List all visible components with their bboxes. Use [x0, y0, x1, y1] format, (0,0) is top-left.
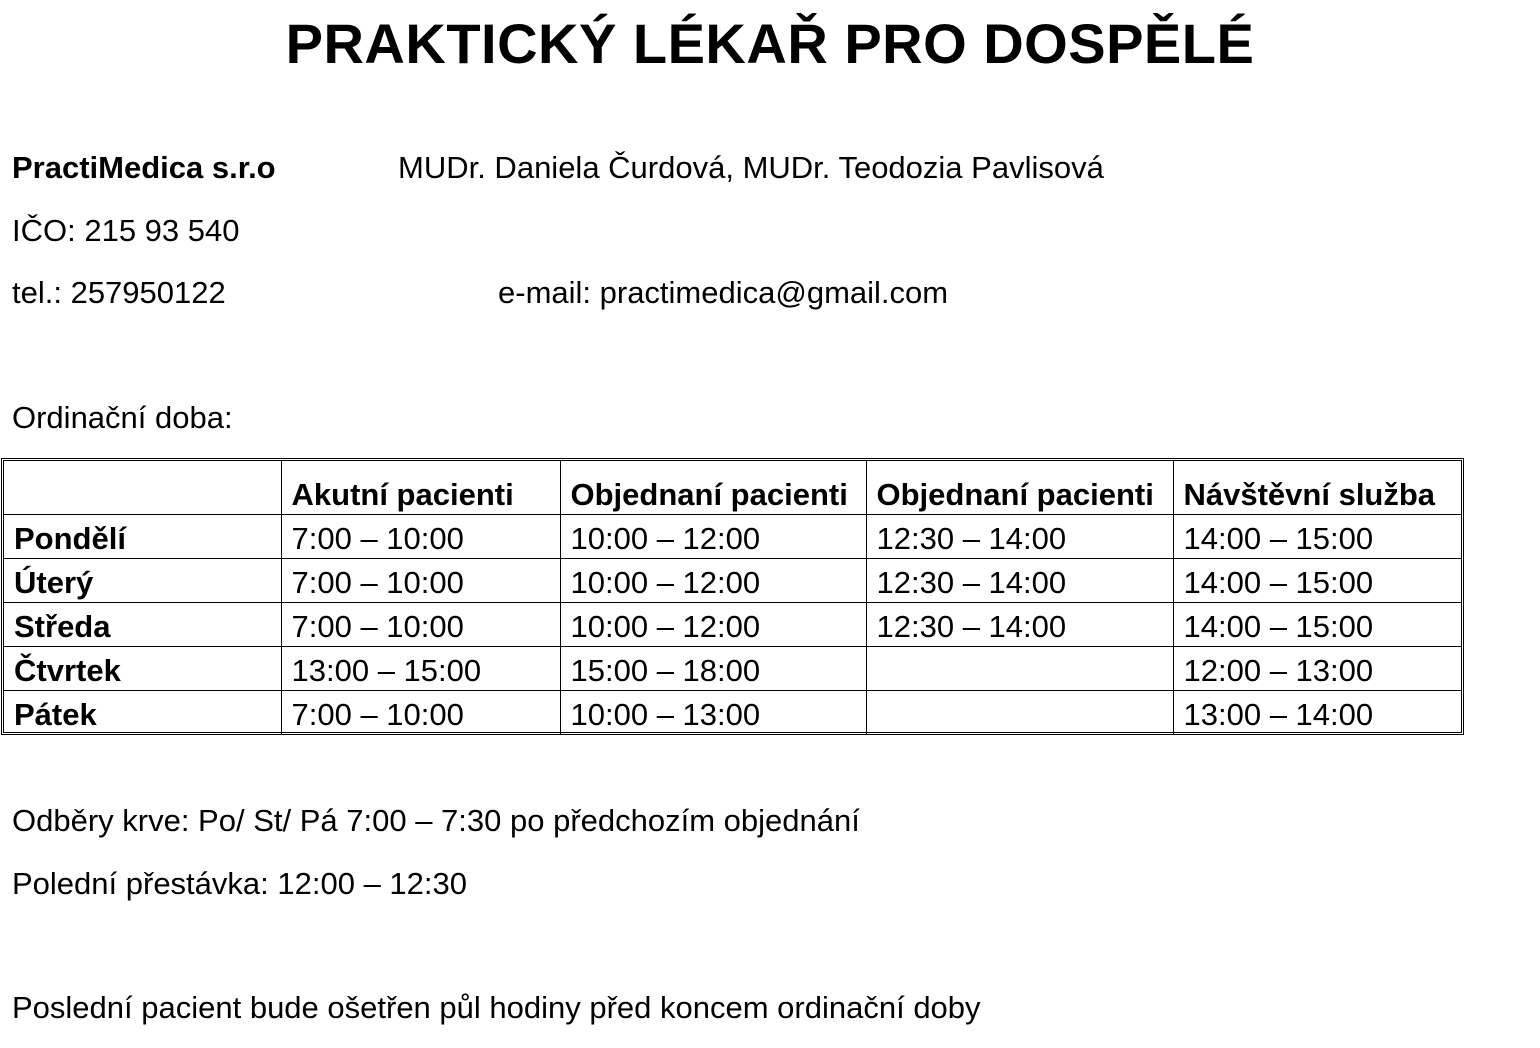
table-cell: 10:00 – 12:00	[560, 558, 866, 602]
table-cell: 12:30 – 14:00	[866, 514, 1173, 558]
table-cell: 7:00 – 10:00	[281, 558, 560, 602]
table-cell	[866, 646, 1173, 690]
day-cell: Čtvrtek	[4, 646, 281, 690]
office-hours-label: Ordinační doba:	[12, 400, 233, 435]
table-cell: 7:00 – 10:00	[281, 602, 560, 646]
day-cell: Středa	[4, 602, 281, 646]
table-row	[4, 646, 1461, 690]
table-cell: 12:30 – 14:00	[866, 602, 1173, 646]
table-row	[4, 602, 1461, 646]
table-cell: 12:30 – 14:00	[866, 558, 1173, 602]
header-cell-scheduled-1: Objednaní pacienti	[560, 461, 866, 514]
table-cell: 10:00 – 12:00	[560, 602, 866, 646]
table-row	[4, 558, 1461, 602]
lunch-break-note: Polední přestávka: 12:00 – 12:30	[12, 866, 467, 901]
schedule-header-row	[4, 461, 1461, 514]
day-cell: Úterý	[4, 558, 281, 602]
schedule-table	[4, 461, 1461, 734]
table-cell: 15:00 – 18:00	[560, 646, 866, 690]
table-row	[4, 514, 1461, 558]
company-name: PractiMedica s.r.o	[12, 150, 276, 185]
day-cell: Pondělí	[4, 514, 281, 558]
table-cell: 10:00 – 13:00	[560, 690, 866, 734]
table-cell: 7:00 – 10:00	[281, 690, 560, 734]
table-cell	[866, 690, 1173, 734]
schedule-table-frame	[1, 458, 1464, 735]
table-cell: 13:00 – 15:00	[281, 646, 560, 690]
table-cell: 10:00 – 12:00	[560, 514, 866, 558]
header-cell-acute: Akutní pacienti	[281, 461, 560, 514]
page-title: PRAKTICKÝ LÉKAŘ PRO DOSPĚLÉ	[285, 12, 1255, 75]
header-cell-scheduled-2: Objednaní pacienti	[866, 461, 1173, 514]
table-cell: 14:00 – 15:00	[1173, 514, 1461, 558]
table-row	[4, 690, 1461, 734]
table-cell: 13:00 – 14:00	[1173, 690, 1461, 734]
table-cell: 12:00 – 13:00	[1173, 646, 1461, 690]
phone-number: tel.: 257950122	[12, 275, 226, 310]
header-cell-home-visits: Návštěvní služba	[1173, 461, 1461, 514]
table-cell: 7:00 – 10:00	[281, 514, 560, 558]
table-cell: 14:00 – 15:00	[1173, 602, 1461, 646]
header-cell-empty	[4, 461, 281, 514]
company-id: IČO: 215 93 540	[12, 213, 240, 248]
day-cell: Pátek	[4, 690, 281, 734]
blood-draw-note: Odběry krve: Po/ St/ Pá 7:00 – 7:30 po předchozím objednání	[12, 803, 860, 838]
email-address: e-mail: practimedica@gmail.com	[498, 275, 949, 310]
last-patient-note: Poslední pacient bude ošetřen půl hodiny před koncem ordinační doby	[12, 990, 981, 1025]
table-cell: 14:00 – 15:00	[1173, 558, 1461, 602]
doctors-names: MUDr. Daniela Čurdová, MUDr. Teodozia Pavlisová	[398, 150, 1104, 185]
